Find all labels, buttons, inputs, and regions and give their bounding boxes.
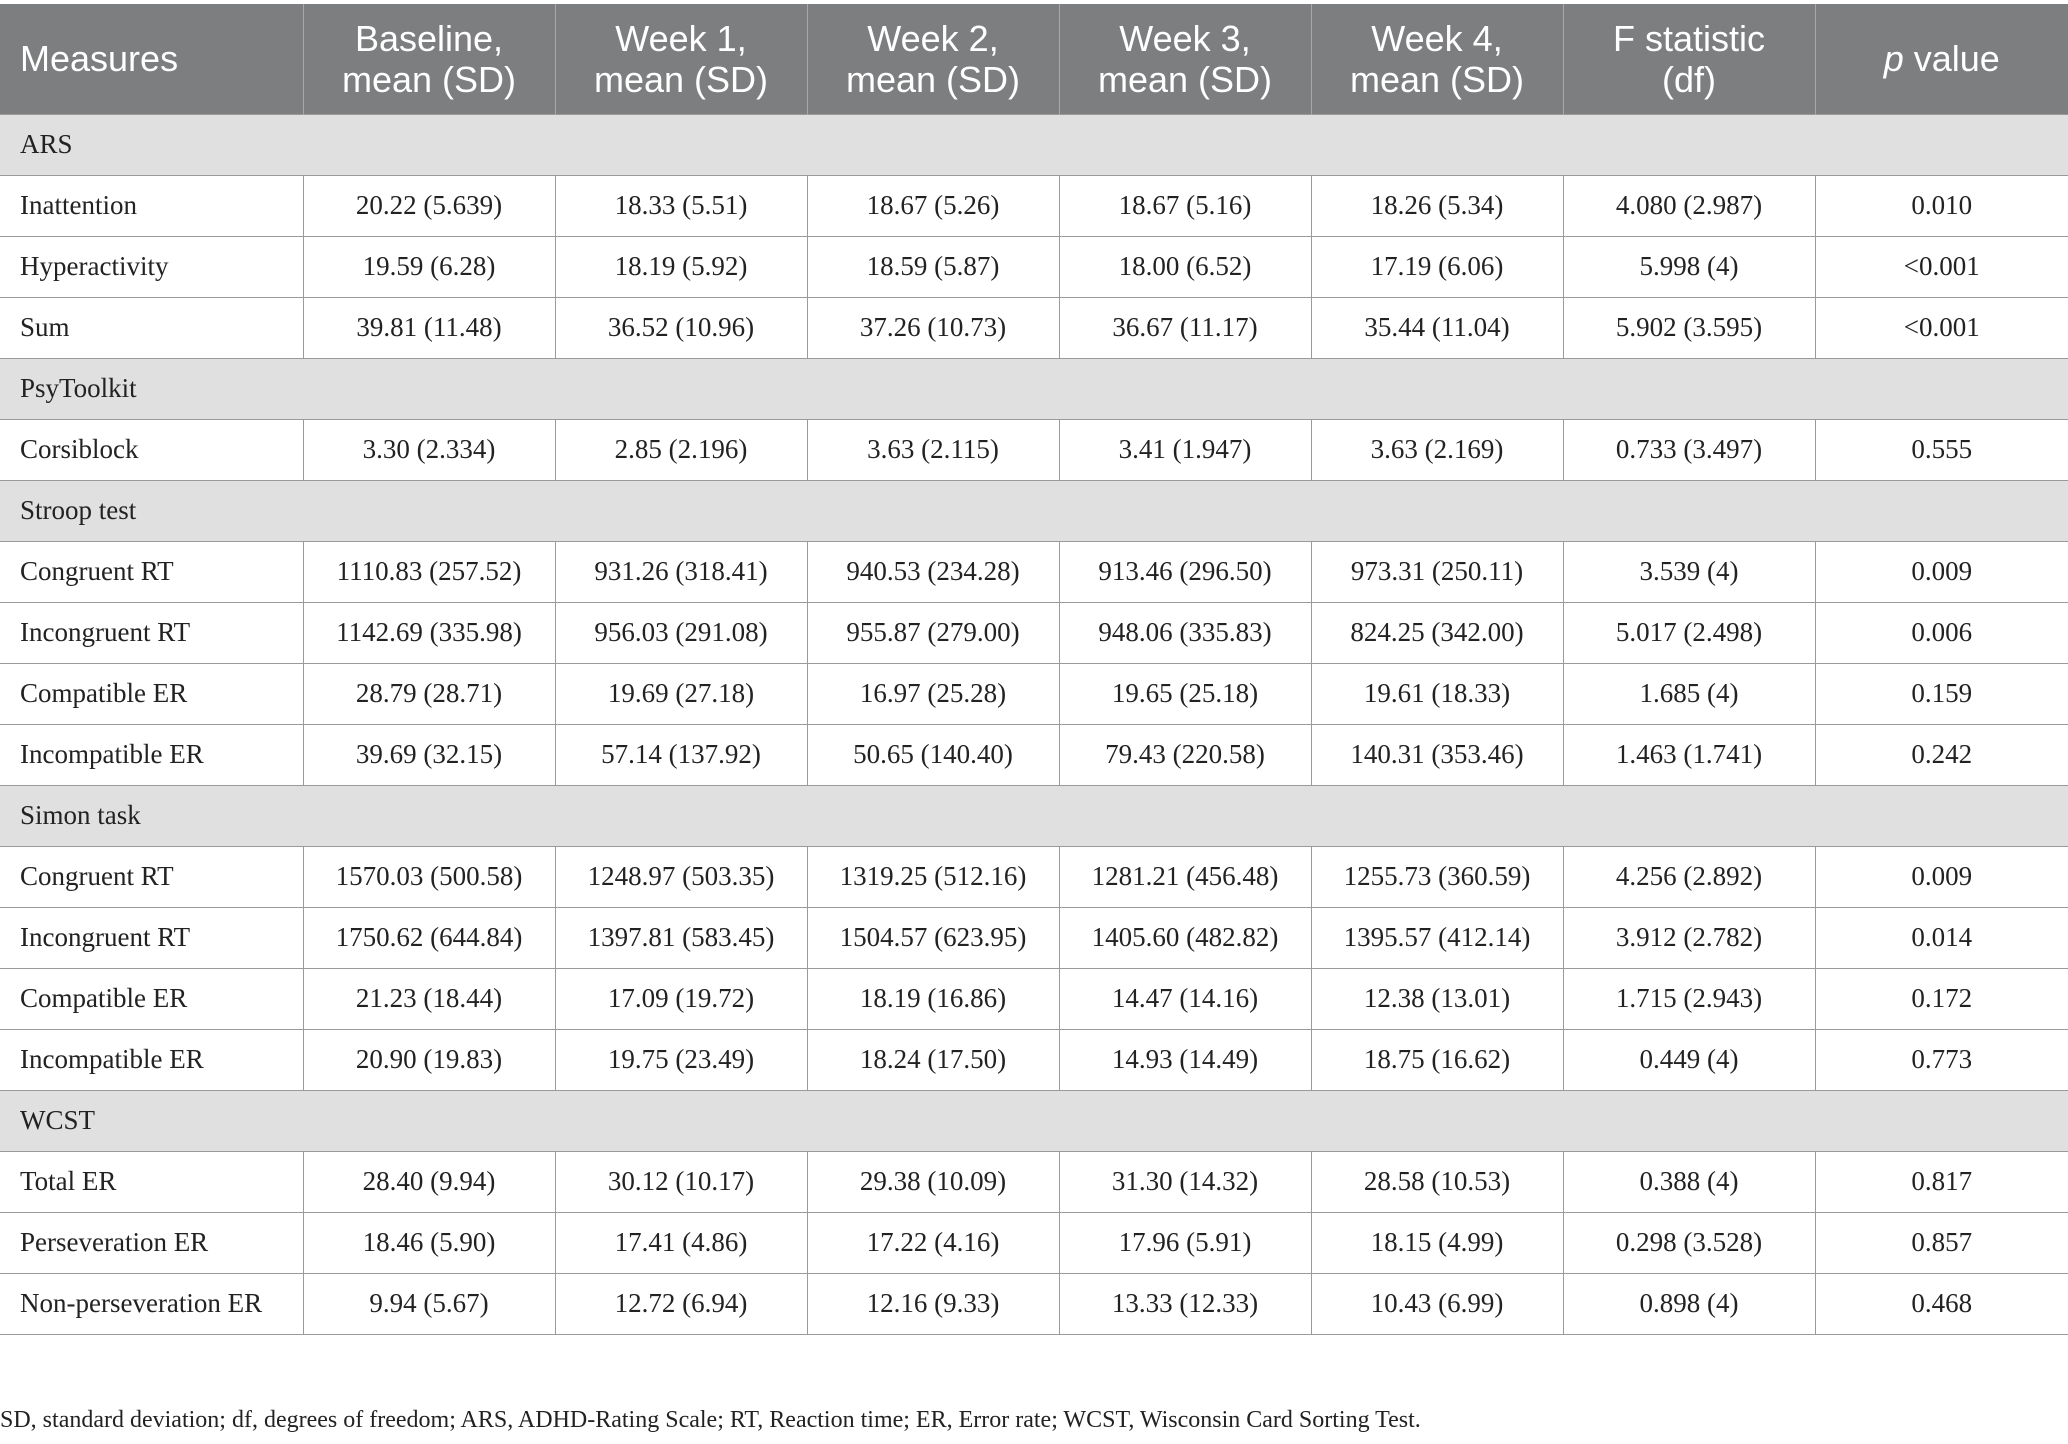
section-header-row	[0, 480, 2068, 541]
cell-week-2: 18.67 (5.26)	[807, 175, 1059, 236]
cell-week-2: 18.19 (16.86)	[807, 968, 1059, 1029]
cell-week-3: 17.96 (5.91)	[1059, 1212, 1311, 1273]
cell-baseline: 28.79 (28.71)	[303, 663, 555, 724]
results-table-container	[0, 4, 2068, 1335]
cell-baseline: 1142.69 (335.98)	[303, 602, 555, 663]
cell-week-4: 28.58 (10.53)	[1311, 1151, 1563, 1212]
cell-week-4: 18.26 (5.34)	[1311, 175, 1563, 236]
cell-measure: Compatible ER	[0, 968, 303, 1029]
cell-week-2: 940.53 (234.28)	[807, 541, 1059, 602]
cell-week-4: 1395.57 (412.14)	[1311, 907, 1563, 968]
header-p-value: p value	[1815, 4, 2068, 114]
results-table	[0, 4, 2068, 1335]
cell-week-2: 1319.25 (512.16)	[807, 846, 1059, 907]
cell-measure: Compatible ER	[0, 663, 303, 724]
cell-f-statistic: 0.449 (4)	[1563, 1029, 1815, 1090]
cell-baseline: 39.81 (11.48)	[303, 297, 555, 358]
table-row	[0, 236, 2068, 297]
cell-week-1: 30.12 (10.17)	[555, 1151, 807, 1212]
cell-week-4: 18.15 (4.99)	[1311, 1212, 1563, 1273]
cell-week-3: 1281.21 (456.48)	[1059, 846, 1311, 907]
cell-p-value: 0.010	[1815, 175, 2068, 236]
table-row	[0, 846, 2068, 907]
cell-week-3: 79.43 (220.58)	[1059, 724, 1311, 785]
cell-week-1: 931.26 (318.41)	[555, 541, 807, 602]
cell-week-2: 18.24 (17.50)	[807, 1029, 1059, 1090]
cell-p-value: 0.555	[1815, 419, 2068, 480]
cell-f-statistic: 0.733 (3.497)	[1563, 419, 1815, 480]
cell-p-value: <0.001	[1815, 236, 2068, 297]
cell-week-1: 36.52 (10.96)	[555, 297, 807, 358]
cell-baseline: 21.23 (18.44)	[303, 968, 555, 1029]
table-row	[0, 663, 2068, 724]
cell-baseline: 1570.03 (500.58)	[303, 846, 555, 907]
cell-p-value: 0.817	[1815, 1151, 2068, 1212]
header-measures: Measures	[0, 4, 303, 114]
table-body	[0, 114, 2068, 1334]
cell-p-value: 0.009	[1815, 541, 2068, 602]
cell-week-4: 973.31 (250.11)	[1311, 541, 1563, 602]
cell-week-1: 57.14 (137.92)	[555, 724, 807, 785]
cell-f-statistic: 0.388 (4)	[1563, 1151, 1815, 1212]
cell-baseline: 18.46 (5.90)	[303, 1212, 555, 1273]
cell-measure: Incongruent RT	[0, 907, 303, 968]
cell-baseline: 1750.62 (644.84)	[303, 907, 555, 968]
cell-p-value: <0.001	[1815, 297, 2068, 358]
cell-week-1: 12.72 (6.94)	[555, 1273, 807, 1334]
cell-week-4: 1255.73 (360.59)	[1311, 846, 1563, 907]
cell-week-3: 14.93 (14.49)	[1059, 1029, 1311, 1090]
table-footnote: SD, standard deviation; df, degrees of freedom; ARS, ADHD-Rating Scale; RT, Reaction time; ER, Error rate; WCST, Wisconsin Card Sorting Test.	[0, 1407, 1421, 1433]
cell-week-4: 10.43 (6.99)	[1311, 1273, 1563, 1334]
section-label: ARS	[0, 114, 2068, 175]
cell-week-3: 3.41 (1.947)	[1059, 419, 1311, 480]
cell-week-1: 2.85 (2.196)	[555, 419, 807, 480]
cell-measure: Incompatible ER	[0, 1029, 303, 1090]
cell-week-4: 140.31 (353.46)	[1311, 724, 1563, 785]
table-row	[0, 1151, 2068, 1212]
cell-f-statistic: 0.298 (3.528)	[1563, 1212, 1815, 1273]
cell-f-statistic: 1.463 (1.741)	[1563, 724, 1815, 785]
cell-week-2: 50.65 (140.40)	[807, 724, 1059, 785]
header-week-2: Week 2, mean (SD)	[807, 4, 1059, 114]
cell-p-value: 0.857	[1815, 1212, 2068, 1273]
cell-week-3: 1405.60 (482.82)	[1059, 907, 1311, 968]
header-week-3: Week 3, mean (SD)	[1059, 4, 1311, 114]
header-baseline: Baseline, mean (SD)	[303, 4, 555, 114]
table-row	[0, 602, 2068, 663]
cell-f-statistic: 0.898 (4)	[1563, 1273, 1815, 1334]
cell-f-statistic: 3.539 (4)	[1563, 541, 1815, 602]
cell-measure: Congruent RT	[0, 846, 303, 907]
cell-week-1: 17.09 (19.72)	[555, 968, 807, 1029]
cell-baseline: 39.69 (32.15)	[303, 724, 555, 785]
table-row	[0, 724, 2068, 785]
cell-f-statistic: 5.998 (4)	[1563, 236, 1815, 297]
header-week-1: Week 1, mean (SD)	[555, 4, 807, 114]
cell-week-2: 29.38 (10.09)	[807, 1151, 1059, 1212]
cell-baseline: 19.59 (6.28)	[303, 236, 555, 297]
cell-week-1: 956.03 (291.08)	[555, 602, 807, 663]
cell-week-4: 12.38 (13.01)	[1311, 968, 1563, 1029]
section-header-row	[0, 114, 2068, 175]
cell-week-2: 37.26 (10.73)	[807, 297, 1059, 358]
cell-measure: Corsiblock	[0, 419, 303, 480]
cell-week-2: 17.22 (4.16)	[807, 1212, 1059, 1273]
table-row	[0, 1212, 2068, 1273]
cell-week-2: 16.97 (25.28)	[807, 663, 1059, 724]
cell-week-1: 19.75 (23.49)	[555, 1029, 807, 1090]
cell-week-1: 17.41 (4.86)	[555, 1212, 807, 1273]
cell-p-value: 0.006	[1815, 602, 2068, 663]
table-row	[0, 1029, 2068, 1090]
cell-week-3: 18.00 (6.52)	[1059, 236, 1311, 297]
cell-f-statistic: 3.912 (2.782)	[1563, 907, 1815, 968]
cell-week-3: 913.46 (296.50)	[1059, 541, 1311, 602]
cell-week-4: 3.63 (2.169)	[1311, 419, 1563, 480]
cell-week-3: 36.67 (11.17)	[1059, 297, 1311, 358]
section-header-row	[0, 1090, 2068, 1151]
cell-f-statistic: 4.080 (2.987)	[1563, 175, 1815, 236]
cell-week-1: 1248.97 (503.35)	[555, 846, 807, 907]
cell-baseline: 9.94 (5.67)	[303, 1273, 555, 1334]
table-row	[0, 419, 2068, 480]
cell-f-statistic: 5.017 (2.498)	[1563, 602, 1815, 663]
cell-f-statistic: 5.902 (3.595)	[1563, 297, 1815, 358]
table-row	[0, 1273, 2068, 1334]
header-week-4: Week 4, mean (SD)	[1311, 4, 1563, 114]
cell-f-statistic: 1.685 (4)	[1563, 663, 1815, 724]
cell-measure: Incongruent RT	[0, 602, 303, 663]
cell-p-value: 0.773	[1815, 1029, 2068, 1090]
cell-week-1: 19.69 (27.18)	[555, 663, 807, 724]
cell-p-value: 0.242	[1815, 724, 2068, 785]
table-row	[0, 297, 2068, 358]
cell-week-2: 955.87 (279.00)	[807, 602, 1059, 663]
cell-p-value: 0.009	[1815, 846, 2068, 907]
cell-week-1: 1397.81 (583.45)	[555, 907, 807, 968]
cell-week-3: 948.06 (335.83)	[1059, 602, 1311, 663]
section-header-row	[0, 358, 2068, 419]
cell-baseline: 3.30 (2.334)	[303, 419, 555, 480]
cell-week-4: 35.44 (11.04)	[1311, 297, 1563, 358]
cell-week-4: 824.25 (342.00)	[1311, 602, 1563, 663]
cell-baseline: 28.40 (9.94)	[303, 1151, 555, 1212]
cell-measure: Perseveration ER	[0, 1212, 303, 1273]
cell-week-3: 31.30 (14.32)	[1059, 1151, 1311, 1212]
cell-week-3: 18.67 (5.16)	[1059, 175, 1311, 236]
cell-week-4: 18.75 (16.62)	[1311, 1029, 1563, 1090]
header-row	[0, 4, 2068, 114]
cell-f-statistic: 1.715 (2.943)	[1563, 968, 1815, 1029]
cell-baseline: 20.90 (19.83)	[303, 1029, 555, 1090]
table-header	[0, 4, 2068, 114]
cell-baseline: 20.22 (5.639)	[303, 175, 555, 236]
table-row	[0, 541, 2068, 602]
cell-p-value: 0.159	[1815, 663, 2068, 724]
table-row	[0, 907, 2068, 968]
cell-week-2: 18.59 (5.87)	[807, 236, 1059, 297]
cell-week-4: 19.61 (18.33)	[1311, 663, 1563, 724]
cell-measure: Inattention	[0, 175, 303, 236]
cell-week-3: 13.33 (12.33)	[1059, 1273, 1311, 1334]
section-label: WCST	[0, 1090, 2068, 1151]
cell-measure: Non-perseveration ER	[0, 1273, 303, 1334]
cell-week-1: 18.33 (5.51)	[555, 175, 807, 236]
section-label: Stroop test	[0, 480, 2068, 541]
cell-p-value: 0.468	[1815, 1273, 2068, 1334]
header-f-statistic: F statistic (df)	[1563, 4, 1815, 114]
cell-week-2: 12.16 (9.33)	[807, 1273, 1059, 1334]
cell-week-2: 1504.57 (623.95)	[807, 907, 1059, 968]
cell-week-1: 18.19 (5.92)	[555, 236, 807, 297]
cell-week-3: 14.47 (14.16)	[1059, 968, 1311, 1029]
section-label: PsyToolkit	[0, 358, 2068, 419]
cell-measure: Congruent RT	[0, 541, 303, 602]
section-label: Simon task	[0, 785, 2068, 846]
section-header-row	[0, 785, 2068, 846]
cell-week-2: 3.63 (2.115)	[807, 419, 1059, 480]
cell-week-3: 19.65 (25.18)	[1059, 663, 1311, 724]
cell-measure: Total ER	[0, 1151, 303, 1212]
cell-baseline: 1110.83 (257.52)	[303, 541, 555, 602]
cell-measure: Hyperactivity	[0, 236, 303, 297]
cell-measure: Incompatible ER	[0, 724, 303, 785]
cell-p-value: 0.014	[1815, 907, 2068, 968]
table-row	[0, 175, 2068, 236]
table-row	[0, 968, 2068, 1029]
cell-week-4: 17.19 (6.06)	[1311, 236, 1563, 297]
cell-p-value: 0.172	[1815, 968, 2068, 1029]
cell-measure: Sum	[0, 297, 303, 358]
cell-f-statistic: 4.256 (2.892)	[1563, 846, 1815, 907]
